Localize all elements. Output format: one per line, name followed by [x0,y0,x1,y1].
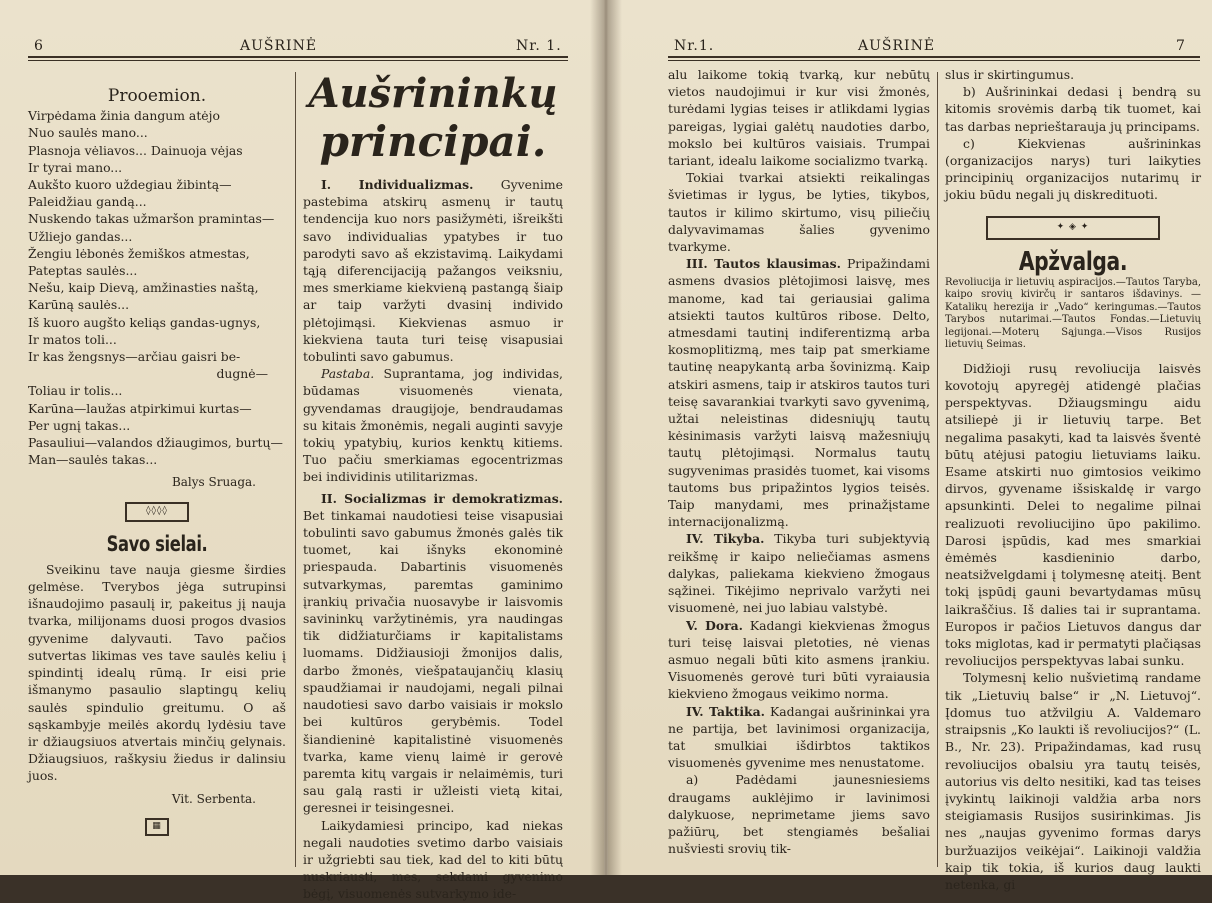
poem-line: Ir matos toli... [28,331,117,347]
section-text-tautos: Pripažindami asmens dvasios plėtojimosi laisvę, mes manome, kad tai geriausiai galima atsiekti tautos kultūros ribose. Delto, atmesdami tautinį indiferentizmą arba kosmoplitizmą, mes taip pat smerkiame tautinę neapykantą arba šovinizmą. Kaip atskiri asmens, taip ir atskiros tautos turi teisę savarankiai tvarkyti savo gyvenimą, užtai neleistinas didesniųjų tautų kėsinimasis varžyti laisvą mažesniųjų tautų plėtojimąsi. Normalus tautų sugyvenimas prasidės tuomet, kai visoms tautoms bus pripažintos lygios teisės. Taip manydami, mes prinažįstame internacijonalizmą. [668,256,931,530]
poem-line: Užliejo gandas... [28,228,133,244]
poem-line-cont: dugnė— [216,366,268,382]
section-heading-dora: V. Dora. [686,617,743,633]
poem-line: Iš kuoro augšto keliąs gandas-ugnys, [28,314,261,330]
column-divider-left [295,72,296,867]
poem-line: Pasauliui—valandos džiaugimos, burtų— [28,435,283,451]
running-title-right: AUŠRINĖ [858,38,936,54]
note-heading: Pastaba. [321,366,375,382]
section-heading-tikyba: IV. Tikyba. [686,531,765,547]
r-paragraph-1: alu laikome tokią tvarką, kur nebūtų vietos naudojimui ir kur visi žmonės, turėdami lygias teises ir atlikdami lygias pareigas, lygiai galėtų naudoties darbo, mokslo bei kultūros vaisiais. Trumpai tariant, idealu laikome socializmo tvarką. [668,67,930,169]
section-text-tikyba: Tikyba turi subjektyvią reikšmę ir kaipo neliečiamas asmens dalykas, paliekama kiekvieno žmogaus sąžinei. Tikėjimo neprivalo varžyti nei visuomenė, nei juo labiau valstybė. [668,531,931,616]
poem-line: Pateptas saulės... [28,263,138,279]
page-number-left: 6 [34,38,44,54]
header-rule-thin-right [668,60,1200,61]
poem-line: Per ugnį takas... [28,417,131,433]
issue-number-left: Nr. 1. [516,38,562,54]
poem-author-sruoga: Balys Sruaga. [171,475,256,490]
right-column-2 [945,66,1201,893]
poem-line: Nuskendo takas užmaršon pramintas— [28,211,275,227]
poem-line: Plasnoja vėliavos... Dainuoja vėjas [28,142,243,158]
poem-line: Ir tyrai mano... [28,159,123,175]
ornament-divider: ◊◊◊◊ [125,502,189,522]
column-divider-right [937,72,938,867]
header-rule-right [668,56,1200,58]
left-page [0,0,604,902]
poem-line: Karūna—laužas atpirkimui kurtas— [28,400,252,416]
section-text-individualizmas: Gyvenime pastebima atskirų asmenų ir tautų tendencija kuo nors pasižymėti, išreikšti savo individualias ypatybes ir tuo parodyti savo aš ekzistavimą. Laikydami tąją diferencijaciją pažangos veiksniu, mes smerkiame kiekvieną pastangą šiaip ar taip varžyti dvasinį individo plėtojimąsi. Kiekvienas asmuo ir kiekviena tauta turi teisę visapusiai tobulinti savo gabumus. [303,177,563,365]
poem-line: Žengiu lėbonės žemiškos atmestas, [28,245,250,261]
poem-line: Ir kas žengsnys—arčiau gaisri be- [28,349,241,365]
poem-line: Man—saulės takas... [28,452,158,468]
section-heading-taktika: IV. Taktika. [686,703,765,719]
r2-paragraph-1: slus ir skirtingumus. [945,67,1075,82]
section-title-apzvalga: Apžvalga. [1018,246,1128,277]
poem-line: Paleidžiau gandą... [28,194,147,210]
article-title [303,70,563,166]
r-paragraph-2: Tokiai tvarkai atsiekti reikalingas švietimas ir lygus, be lyties, tikybos, tautos ir kilimo skirtumo, visų piliečių dalyvavimamas šalies gyvenimo tvarkyme. [668,170,930,255]
article-principai [303,66,563,903]
section-text-socializmas: Bet tinkamai naudotiesi teise visapusiai tobulinti savo gabumus žmonės galės tik tuomet, kai išnyks ekonominė priespauda. Dabartinis visuomenės sutvarkymas, paremtas gaminimo įrankių privačia nuosavybe ir laisvomis savininkų varžytinėmis, yra naudingas tik didžiaturčiams ir kapitalistams luomams. Didžiausioji žmonijos dalis, darbo žmonės, viešpataujančių klasių spaudžiamai ir naudojami, negali pilnai naudotiesi savo darbo vaisiais ir mokslo bei kultūros gerybėmis. Todel šiandieninė kapitalistinė visuomenės tvarka, kame vienų laimė ir gerovė paremta kitų vargais ir nelaimėmis, turi sau galą rasti ir užleisti vietą kitai, geresnei ir teisingesnei. [303,507,563,816]
section-heading-tautos: III. Tautos klausimas. [686,256,841,272]
r2-paragraph-c: c) Kiekvienas aušrininkas (organizacijos narys) turi laikyties principinių organizacijos nutarimų ir jokiu būdu negali jų diskredituoti. [945,135,1201,203]
note-text: Suprantama, jog individas, būdamas visuomenės vienata, gyvendamas draugijoje, bendraudamas su kitais žmonėmis, negali auginti savyje tokių ypatybių, kurios kenktų kitiems. Tuo pačiu smerkiamas egocentrizmas bei individinis utilitarizmas. [303,366,563,485]
section-heading-individualizmas: I. Individualizmas. [321,177,474,192]
right-page [608,0,1212,892]
r2-paragraph-revoliucija: Didžioji rusų revoliucija laisvės kovotojų apyregėj atidengė plačias perspektyvas. Džiaugsmingu aidu atsiliepė ji ir lietuvių tarpe. Bet negalima pasakyti, kad ta laisvės šventė būtų atėjusi patogiu lietuviams laiku. Esame atskirti nuo gimtosios veikimo dirvos, gyvename išsiskaldę ir vargo apsunkinti. Delei to negalime pilnai realizuoti revoliucijino ūpo pakilimo. Darosi įspūdis, kad mes smarkiai ėmėmės kasdieninio darbo, neatsižvelgdami į tolymesnę ateitį. Bent tokį įspūdį gauni bevartydamas mūsų laikraščius. Iš dalies tai ir suprantama. Europos ir pačios Lietuvos dangus dar toks miglotas, kad ir permatyti plačiąsas revoliucijos perspektyvas labai sunku. [945,360,1201,669]
section-heading-socializmas: II. Socializmas ir demokratizmas. [321,490,563,506]
poem-title-savo-sielai: Savo sielai. [106,531,208,556]
header-rule-thin [28,60,568,61]
apzvalga-summary: Revoliucija ir lietuvių aspiracijos.—Tautos Taryba, kaipo srovių kivirčų ir santaros išdavinys. —Katalikų herezija ir „Vado“ keringumas.—Tautos Tarybos nutarimai.—Tautos Fondas.—Lietuvių legijonai.—Moterų Sąjunga.—Visos Rusijos lietuvių Seimas. [945,276,1201,351]
paragraph-principas: Laikydamiesi principo, kad niekas negali naudoties svetimo darbo vaisiais ir užgriebti sau tiek, kad del to kiti būtų nuskriausti, mes, sekdami gyvenimo bėgį, visuomenės sutvarkymo ide- [303,817,563,902]
running-title-left: AUŠRINĖ [240,38,318,54]
article-title-line1: Aušrininkų [308,70,558,117]
r2-paragraph-b: b) Aušrininkai dedasi į bendrą su kitomis srovėmis darbą tik tuomet, kai tas darbas neprieštarauja jų principams. [945,84,1201,134]
poem-line: Nuo saulės mano... [28,125,148,141]
poem-prooemion-lines-2 [28,382,286,468]
ornament-banner: ✦ ◈ ✦ [986,216,1160,240]
header-rule [28,56,568,58]
r2-paragraph-tolymesni: Tolymesnį kelio nušvietimą randame tik „Lietuvių balse“ ir „N. Lietuvoj“. Įdomus tuo atžvilgiu A. Valdemaro straipsnis „Ko laukti iš revoliucijos?“ (L. B., Nr. 23). Pripažindamas, kad rusų revoliucijos obalsiu yra tautų teisės, autorius vis delto nesitiki, kad tas teises įvykintų laikinoji valdžia arba nors steigiamasis Rusijos susirinkimas. Jis nes „naujas gyvenimo formas darys buržuazijos veikėjai“. Laikinoji valdžia kaip tik tokia, iš kurios daug laukti netenka, gi [945,670,1201,892]
section-text-dora: Kadangi kiekvienas žmogus turi teisę laisvai pletoties, nė vienas asmuo negali būti kito asmens įrankiu. Visuomenės gerovė turi būti vyraiausia kiekvieno žmogaus veikimo norma. [668,617,930,702]
poem-line: Karūną saulės... [28,297,130,313]
poem-line: Nešu, kaip Dievą, amžinasties naštą, [28,280,259,296]
issue-number-right: Nr.1. [674,38,715,54]
poem-line: Toliau ir tolis... [28,383,123,399]
right-column-1 [668,66,930,857]
poem-author-serbenta: Vit. Serbenta. [171,791,256,806]
ornament-end: ▦ [145,818,169,836]
poem-savo-sielai-text: Sveikinu tave nauja giesme širdies gelmėse. Tverybos jėga sutrupinsi išnaudojimo pasaulį ir, pakeitus jį nauja tvarka, milijonams duosi progos dvasios gyvenime dalyvauti. Tavo pačios sutvertas likimas ves tave saulės keliu į spindintį idealų rūmą. Ir eisi prie išmanymo pasaulio slaptingų kelių saulės spindulio greitumu. O aš sąskambyje meilės akordų lydėsiu tave ir džiaugsiuos atvertais minčių gelynais. Džiaugsiuos, raškysiu žiedus ir dalinsiu juos. [28,561,286,784]
article-title-line2: principai. [319,117,547,166]
page-number-right: 7 [1176,38,1186,54]
poem-title-prooemion: Prooemion. [107,86,207,106]
left-column-poems [28,70,286,846]
poem-prooemion-lines [28,107,286,365]
poem-line: Virpėdama žinia dangum atėjo [28,108,220,124]
r-paragraph-a: a) Padėdami jaunesniesiems draugams auklėjimo ir lavinimosi dalykuose, neprimetame jiems savo pažiūrų, bet stengiamės bešaliai nušviesti srovių tik- [668,772,930,857]
poem-line: Aukšto kuoro uždegiau žibintą— [28,177,232,193]
section-text-taktika: Kadangai aušrininkai yra ne partija, bet lavinimosi organizacija, tat smulkiai išdirbtos taktikos visuomenės gyvenime mes nenustatome. [668,703,930,771]
